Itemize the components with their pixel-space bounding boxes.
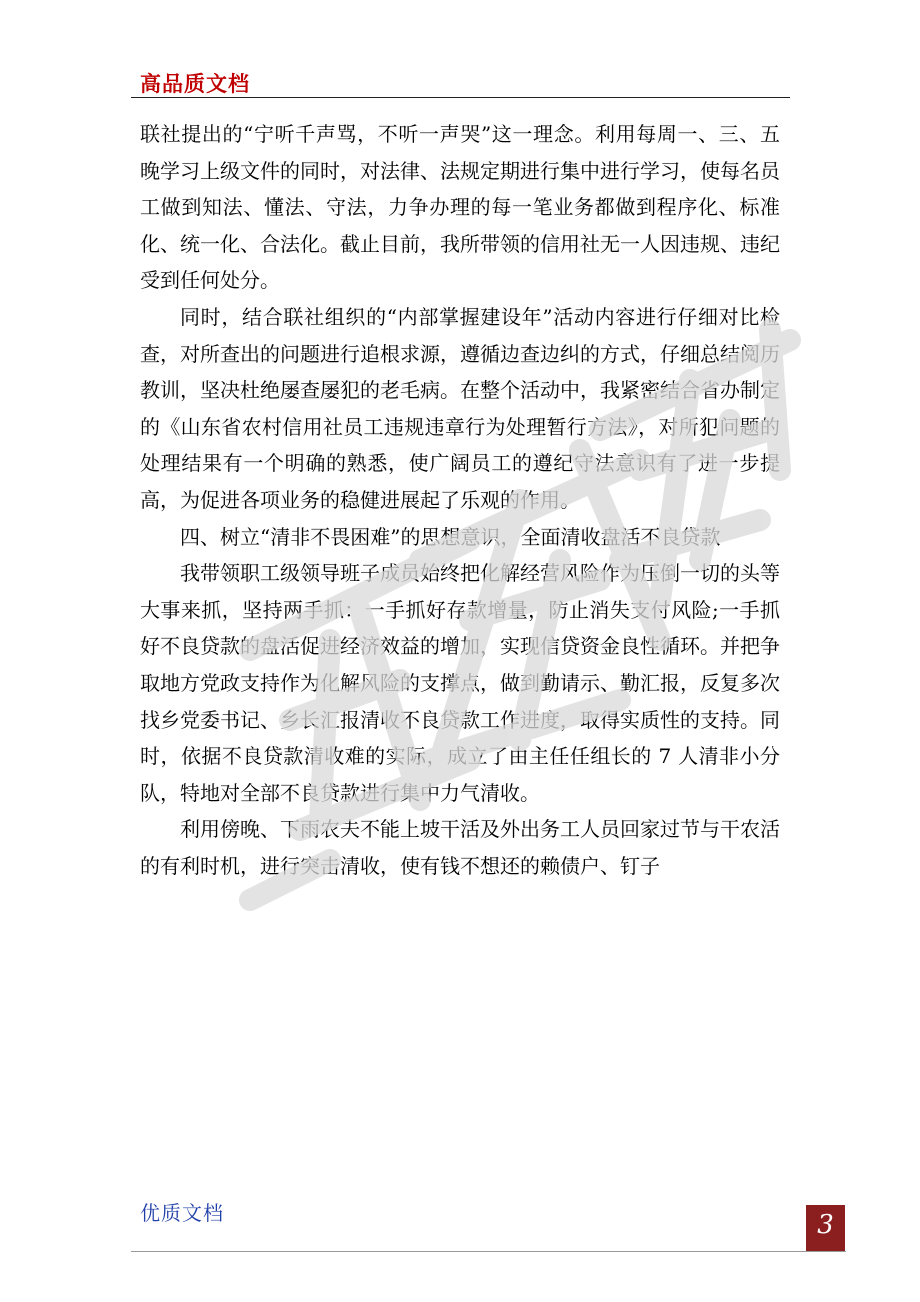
paragraph-1: 联社提出的“宁听千声骂，不听一声哭”这一理念。利用每周一、三、五晚学习上级文件的同时，对法律、法规定期进行集中进行学习，使每名员工做到知法、懂法、守法，力争办理的每一笔业务都做到程序化、标准化、统一化、合法化。截止目前，我所带领的信用社无一人因违规、违纪受到任何处分。 [140,122,780,293]
paragraph-4: 利用傍晚、下雨农夫不能上坡干活及外出务工人员回家过节与干农活的有利时机，进行突击清收，使有钱不想还的赖债户、钉子 [140,817,780,878]
paragraph-3: 我带领职工级领导班子成员始终把化解经营风险作为压倒一切的头等大事来抓，坚持两手抓：一手抓好存款增量，防止消失支付风险;一手抓好不良贷款的盘活促进经济效益的增加，实现信贷资金良性循环。并把争取地方党政支持作为化解风险的支撑点，做到勤请示、勤汇报，反复多次找乡党委书记、乡长汇报清收不良贷款工作进度，取得实质性的支持。同时，依据不良贷款清收难的实际，成立了由主任任组长的 7 人清非小分队，特地对全部不良贷款进行集中力气清收。 [140,561,780,805]
footer-divider [131,1251,846,1252]
page-number: 3 [817,1210,834,1240]
footer-title: 优质文档 [140,1201,224,1225]
paragraph-2: 同时，结合联社组织的“内部掌握建设年”活动内容进行仔细对比检查，对所查出的问题进行追根求源，遵循边查边纠的方式，仔细总结阅历教训，坚决杜绝屡查屡犯的老毛病。在整个活动中，我紧密结合省办制定的《山东省农村信用社员工违规违章行为处理暂行方法》，对所犯问题的处理结果有一个明确的熟悉，使广阔员工的遵纪守法意识有了进一步提高，为促进各项业务的稳健进展起了乐观的作用。 [140,304,780,512]
document-body [140,116,780,884]
header-divider [131,97,790,98]
page-number-badge [806,1205,845,1251]
section-heading: 四、树立“清非不畏困难”的思想意识，全面清收盘活不良贷款 [180,524,721,549]
header-title: 高品质文档 [140,72,250,96]
